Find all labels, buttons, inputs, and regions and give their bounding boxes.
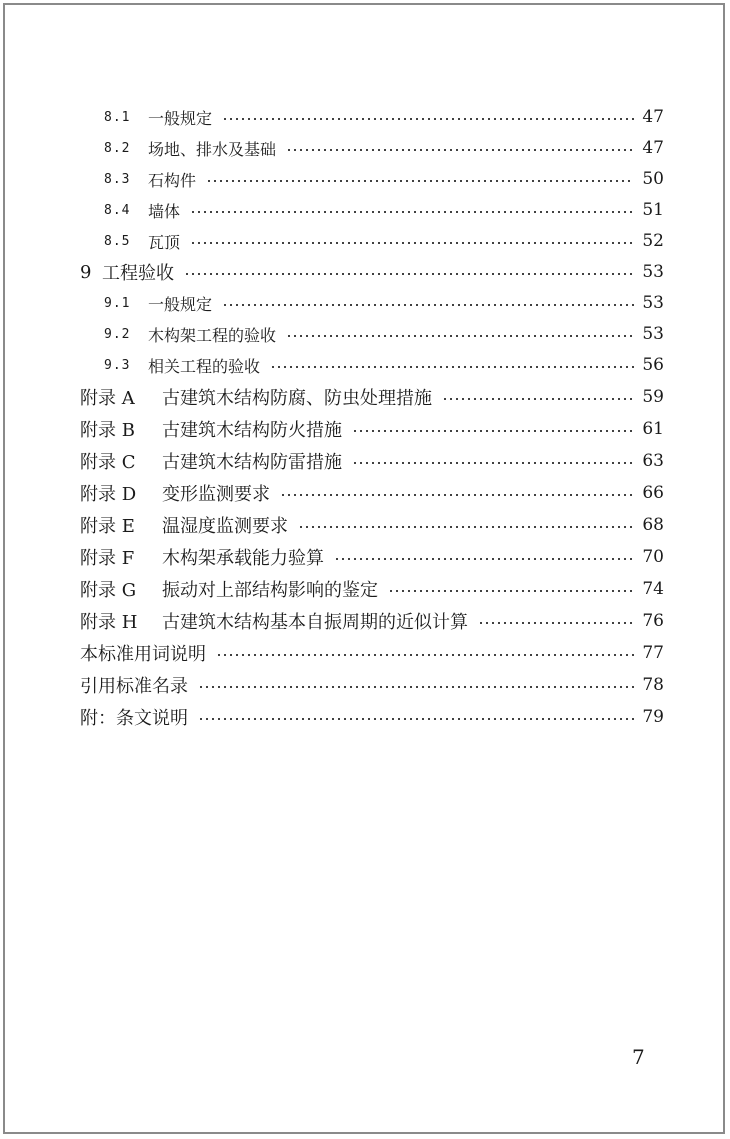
toc-appendix-entry[interactable] xyxy=(80,446,664,476)
toc-chapter-entry[interactable] xyxy=(80,257,664,287)
dot-leader xyxy=(216,654,634,656)
dot-leader xyxy=(478,622,634,624)
toc-entry-title: 古建筑木结构防火措施 xyxy=(162,420,342,441)
toc-entry[interactable] xyxy=(104,102,664,132)
toc-entry-title: 一般规定 xyxy=(148,294,213,314)
toc-entry-number: 9.1 xyxy=(104,295,131,311)
dot-leader xyxy=(286,335,634,337)
toc-entry-page: 53 xyxy=(642,293,664,313)
toc-entry-number: 附录 F xyxy=(80,548,135,569)
toc-entry-title: 石构件 xyxy=(148,170,197,190)
toc-entry-number: 8.1 xyxy=(104,109,131,125)
toc-appendix-entry[interactable] xyxy=(80,606,664,636)
toc-entry-title: 木构架工程的验收 xyxy=(148,325,277,345)
dot-leader xyxy=(286,149,634,151)
toc-entry-title: 本标准用词说明 xyxy=(80,644,206,665)
dot-leader xyxy=(206,180,634,182)
toc-entry-page: 52 xyxy=(642,231,664,251)
dot-leader xyxy=(352,462,634,464)
dot-leader xyxy=(442,398,634,400)
toc-appendix-entry[interactable] xyxy=(80,478,664,508)
toc-entry-number: 附录 D xyxy=(80,484,137,505)
dot-leader xyxy=(222,304,634,306)
toc-entry[interactable] xyxy=(104,164,664,194)
toc-entry-number: 9.2 xyxy=(104,326,131,342)
toc-entry-page: 74 xyxy=(642,579,664,599)
toc-plain-entry[interactable] xyxy=(80,702,664,732)
toc-entry-number: 8.2 xyxy=(104,140,131,156)
toc-entry-title: 古建筑木结构防腐、防虫处理措施 xyxy=(162,388,432,409)
toc-entry-title: 工程验收 xyxy=(102,263,174,284)
toc-entry-page: 61 xyxy=(642,419,664,439)
dot-leader xyxy=(190,242,634,244)
toc-entry-number: 9 xyxy=(80,261,92,283)
toc-entry-page: 47 xyxy=(642,138,664,158)
toc-entry-title: 场地、排水及基础 xyxy=(148,139,277,159)
toc-entry-number: 附录 G xyxy=(80,580,137,601)
toc-entry-number: 附录 B xyxy=(80,420,135,441)
dot-leader xyxy=(298,526,634,528)
dot-leader xyxy=(280,494,634,496)
toc-entry-title: 墙体 xyxy=(148,201,181,221)
toc-entry-number: 8.4 xyxy=(104,202,131,218)
toc-entry-number: 8.3 xyxy=(104,171,131,187)
toc-entry-title: 一般规定 xyxy=(148,108,213,128)
toc-entry-title: 附：条文说明 xyxy=(80,708,188,729)
dot-leader xyxy=(190,211,634,213)
toc-entry[interactable] xyxy=(104,195,664,225)
toc-entry-title: 古建筑木结构基本自振周期的近似计算 xyxy=(162,612,468,633)
toc-entry-page: 59 xyxy=(642,387,664,407)
toc-entry-title: 振动对上部结构影响的鉴定 xyxy=(162,580,378,601)
toc-entry-page: 66 xyxy=(642,483,664,503)
toc-plain-entry[interactable] xyxy=(80,638,664,668)
toc-appendix-entry[interactable] xyxy=(80,510,664,540)
toc-entry-page: 53 xyxy=(642,324,664,344)
toc-entry-page: 63 xyxy=(642,451,664,471)
toc-entry[interactable] xyxy=(104,350,664,380)
toc-entry-title: 温湿度监测要求 xyxy=(162,516,288,537)
toc-entry-page: 51 xyxy=(642,200,664,220)
toc-entry-page: 77 xyxy=(642,643,664,663)
toc-entry[interactable] xyxy=(104,288,664,318)
toc-entry-number: 8.5 xyxy=(104,233,131,249)
toc-entry-title: 古建筑木结构防雷措施 xyxy=(162,452,342,473)
dot-leader xyxy=(352,430,634,432)
toc-entry-page: 56 xyxy=(642,355,664,375)
toc-entry[interactable] xyxy=(104,133,664,163)
dot-leader xyxy=(270,366,634,368)
toc-entry-page: 76 xyxy=(642,611,664,631)
toc-entry-title: 相关工程的验收 xyxy=(148,356,261,376)
toc-entry-number: 附录 C xyxy=(80,452,136,473)
dot-leader xyxy=(184,273,634,275)
dot-leader xyxy=(222,118,634,120)
dot-leader xyxy=(198,686,634,688)
toc-entry-page: 50 xyxy=(642,169,664,189)
toc-entry-number: 附录 E xyxy=(80,516,135,537)
toc-appendix-entry[interactable] xyxy=(80,542,664,572)
toc-entry-page: 79 xyxy=(642,707,664,727)
dot-leader xyxy=(334,558,634,560)
toc-entry-page: 70 xyxy=(642,547,664,567)
dot-leader xyxy=(388,590,634,592)
toc-entry-number: 9.3 xyxy=(104,357,131,373)
dot-leader xyxy=(198,718,634,720)
page-number: 7 xyxy=(632,1045,645,1069)
toc-appendix-entry[interactable] xyxy=(80,574,664,604)
toc-entry-title: 变形监测要求 xyxy=(162,484,270,505)
toc-plain-entry[interactable] xyxy=(80,670,664,700)
toc-entry-title: 瓦顶 xyxy=(148,232,181,252)
toc-entry-number: 附录 A xyxy=(80,388,135,409)
toc-entry-page: 78 xyxy=(642,675,664,695)
toc-entry-page: 68 xyxy=(642,515,664,535)
toc-entry[interactable] xyxy=(104,226,664,256)
toc-entry-page: 47 xyxy=(642,107,664,127)
toc-entry[interactable] xyxy=(104,319,664,349)
toc-entry-number: 附录 H xyxy=(80,612,138,633)
toc-entry-title: 引用标准名录 xyxy=(80,676,188,697)
toc-appendix-entry[interactable] xyxy=(80,414,664,444)
toc-entry-title: 木构架承载能力验算 xyxy=(162,548,324,569)
toc-entry-page: 53 xyxy=(642,262,664,282)
toc-appendix-entry[interactable] xyxy=(80,382,664,412)
